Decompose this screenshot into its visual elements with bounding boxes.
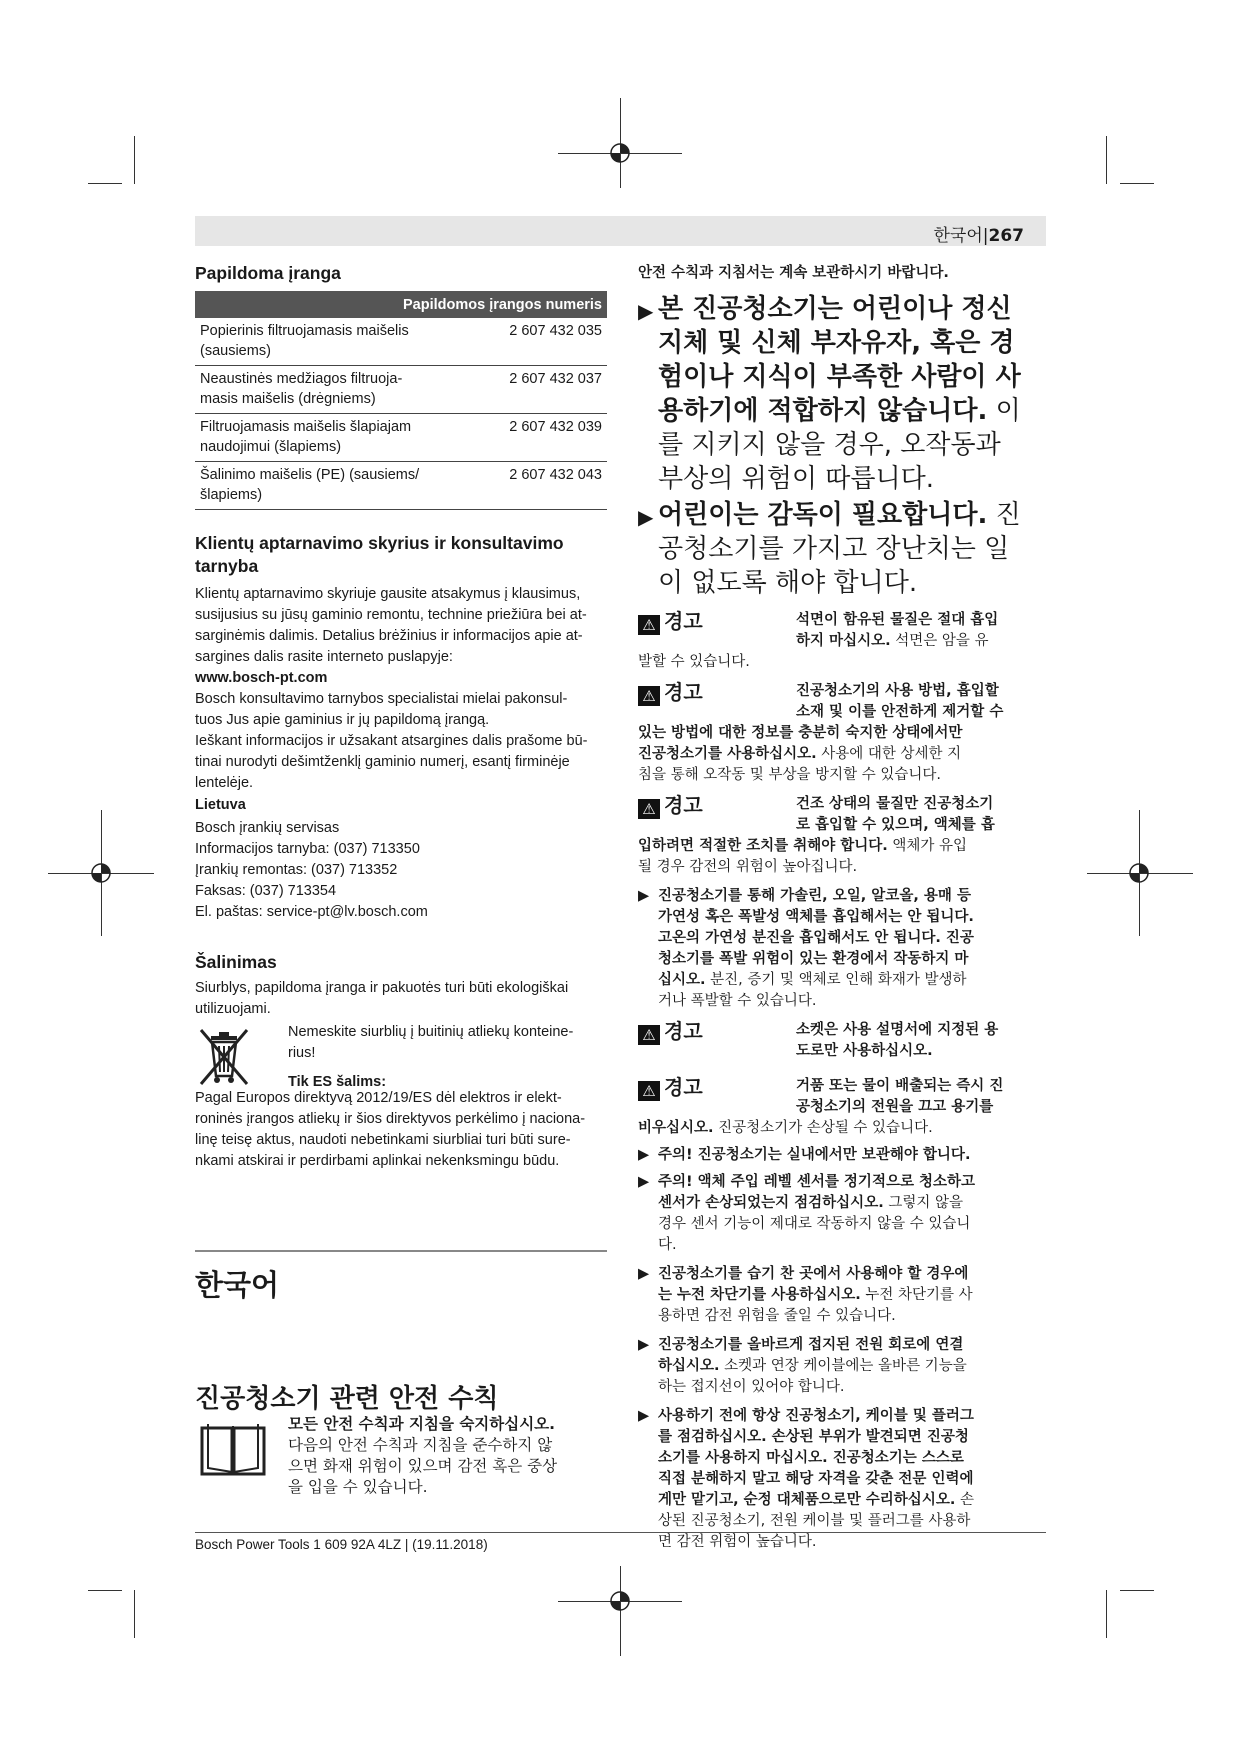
accessories-table bbox=[195, 291, 607, 510]
bullet-arrow-icon: ▶ bbox=[638, 505, 654, 529]
table-row: Filtruojamasis maišelis šlapiajam naudojimui (šlapiems) 2 607 432 039 bbox=[195, 414, 607, 462]
keep-instructions: 안전 수칙과 지침서는 계속 보관하시기 바랍니다. bbox=[638, 265, 949, 281]
crop-mark bbox=[88, 1590, 122, 1591]
warning-triangle-icon: ⚠ bbox=[638, 1081, 660, 1101]
warning-asbestos: ⚠ 경고 석면이 함유된 물질은 절대 흡입 하지 마십시오. 석면은 암을 유 발할 수 있습니다. bbox=[638, 609, 999, 670]
service-title: Klientų aptarnavimo skyrius ir konsultavimo tarnyba bbox=[195, 533, 564, 576]
registration-mark-icon bbox=[89, 861, 113, 885]
bullet-level-sensor: ▶ 주의! 액체 주입 레벨 센서를 정기적으로 청소하고 센서가 손상되었는지 점검하십시오. 그렇지 않을 경우 센서 기능이 제대로 작동하지 않을 수 있습니 다. bbox=[638, 1174, 976, 1253]
warning-dry-materials: ⚠ 경고 건조 상태의 물질만 진공청소기 로 흡입할 수 있으며, 액체를 흡 입하려면 적절한 조치를 취해야 합니다. 액체가 유입 될 경우 감전의 위험이 높아집니다. bbox=[638, 793, 995, 875]
bullet-children-warning: ▶ 본 진공청소기는 어린이나 정신 지체 및 신체 부자유자, 혹은 경 험이나 지식이 부족한 사람이 사 용하기에 적합하지 않습니다. 이 를 지키지 않을 경우, 오작동과 부상의 위험이 따릅니다. bbox=[638, 294, 1021, 494]
table-header: Papildomos įrangos numeris bbox=[195, 291, 607, 318]
registration-mark-icon bbox=[608, 1589, 632, 1613]
bullet-arrow-icon: ▶ bbox=[638, 1174, 650, 1190]
section-divider bbox=[195, 1250, 607, 1252]
crop-mark bbox=[88, 183, 122, 184]
footer-rule bbox=[195, 1532, 1046, 1533]
safety-title: 진공청소기 관련 안전 수칙 bbox=[195, 1384, 499, 1414]
warning-triangle-icon: ⚠ bbox=[638, 686, 660, 706]
right-column bbox=[638, 263, 1046, 1553]
disposal-section: Šalinimas Siurblys, papildoma įranga ir pakuotės turi būti ekologiškai utilizuojami. Nemeskite siurblių į buitinių atliekų konteine- rius! Tik ES šalims: Pagal Europos direktyvą 2012/19/ES dėl elektros ir elekt- roninės įrangos atliekų ir šios direktyvos perkėlimo į naciona- linę teisę aktus, naudoti nebetinkami siurbliai turi būti sure- nkami atskirai ir perdirbami aplinkai nekenksmingu būdu. bbox=[195, 951, 607, 1172]
page-number: 한국어|267 bbox=[933, 226, 1024, 246]
bullet-indoor-storage: ▶ 주의! 진공청소기는 실내에서만 보관해야 합니다. bbox=[638, 1145, 1046, 1166]
bullet-rcd: ▶ 진공청소기를 습기 찬 곳에서 사용해야 할 경우에 는 누전 차단기를 사용하십시오. 누전 차단기를 사 용하면 감전 위험을 줄일 수 있습니다. bbox=[638, 1266, 973, 1324]
crossed-bin-icon bbox=[197, 1026, 251, 1086]
registration-mark-icon bbox=[1127, 861, 1151, 885]
warning-triangle-icon: ⚠ bbox=[638, 615, 660, 635]
crop-mark bbox=[134, 136, 135, 184]
bullet-grounding: ▶ 진공청소기를 올바르게 접지된 전원 회로에 연결 하십시오. 소켓과 연장 케이블에는 올바른 기능을 하는 접지선이 있어야 합니다. bbox=[638, 1337, 967, 1395]
bullet-arrow-icon: ▶ bbox=[638, 888, 650, 904]
crop-mark bbox=[134, 1590, 135, 1638]
accessories-title: Papildoma įranga bbox=[195, 263, 341, 283]
service-section: Klientų aptarnavimo skyrius ir konsultavimo tarnyba Klientų aptarnavimo skyriuje gausite atsakymus į klausimus, susijusius su jūsų gaminio remontu, technine priežiūra bei at- sarginėmis dalimis. Detalius brėžinius ir informacijos apie at- sargines dalis rasite interneto puslapyje: www.bosch-pt.com Bosch konsultavimo tarnybos specialistai mielai pakonsul- tuos Jus apie gaminius ir jų papildomą įrangą. Ieškant informacijos ir užsakant atsargines dalis prašome bū- tinai nurodyti dešimtženklį gaminio numerį, esantį firminėje lentelėje. Lietuva Bosch įrankių servisas Informacijos tarnyba: (037) 713350 Įrankių remontas: (037) 713352 Faksas: (037) 713354 El. paštas: service-pt@lv.bosch.com bbox=[195, 532, 607, 923]
page-header bbox=[195, 216, 1046, 246]
crop-mark bbox=[1120, 1590, 1154, 1591]
warning-usage-info: ⚠ 경고 진공청소기의 사용 방법, 흡입할 소재 및 이를 안전하게 제거할 수 있는 방법에 대한 정보를 충분히 숙지한 상태에서만 진공청소기를 사용하십시오. 사용에 대한 상세한 지 침을 통해 오작동 및 부상을 방지할 수 있습니다. bbox=[638, 680, 1004, 783]
website-link[interactable]: www.bosch-pt.com bbox=[195, 670, 328, 686]
registration-mark-icon bbox=[608, 141, 632, 165]
bullet-supervision: ▶ 어린이는 감독이 필요합니다. 진 공청소기를 가지고 장난치는 일 이 없도록 해야 합니다. bbox=[638, 500, 1021, 598]
left-column bbox=[195, 262, 607, 510]
bullet-arrow-icon: ▶ bbox=[638, 299, 654, 323]
page-footer: Bosch Power Tools 1 609 92A 4LZ | (19.11.2018) bbox=[195, 1537, 488, 1552]
bullet-flammable: ▶ 진공청소기를 통해 가솔린, 오일, 알코올, 용매 등 가연성 혹은 폭발성 액체를 흡입해서는 안 됩니다. 고온의 가연성 분진을 흡입해서도 안 됩니다. 진공 청소기를 폭발 위험이 있는 환경에서 작동하지 마 십시오. 분진, 증기 및 액체로 인해 화재가 발생하 거나 폭발할 수 있습니다. bbox=[638, 888, 974, 1009]
eu-only-label: Tik ES šalims: bbox=[288, 1074, 387, 1090]
country-label: Lietuva bbox=[195, 797, 246, 813]
crop-mark bbox=[1120, 183, 1154, 184]
book-text: 모든 안전 수칙과 지침을 숙지하십시오. 다음의 안전 수칙과 지침을 준수하지 않 으면 화재 위험이 있으며 감전 혹은 중상 을 입을 수 있습니다. bbox=[288, 1415, 558, 1496]
table-row: Neaustinės medžiagos filtruoja- masis maišelis (drėgniems) 2 607 432 037 bbox=[195, 366, 607, 414]
table-row: Šalinimo maišelis (PE) (sausiems/ šlapiems) 2 607 432 043 bbox=[195, 462, 607, 510]
disposal-title: Šalinimas bbox=[195, 952, 277, 972]
warning-foam: ⚠ 경고 거품 또는 물이 배출되는 즉시 진 공청소기의 전원을 끄고 용기를 비우십시오. 진공청소기가 손상될 수 있습니다. bbox=[638, 1075, 1004, 1136]
bullet-inspection: ▶ 사용하기 전에 항상 진공청소기, 케이블 및 플러그 를 점검하십시오. 손상된 부위가 발견되면 진공청 소기를 사용하지 마십시오. 진공청소기는 스스로 직접 분해하지 말고 해당 자격을 갖춘 전문 인력에 게만 맡기고, 순정 대체품으로만 수리하십시오. 손 상된 진공청소기, 전원 케이블 및 플러그를 사용하 면 감전 위험이 높습니다. bbox=[638, 1408, 974, 1550]
bullet-arrow-icon: ▶ bbox=[638, 1266, 650, 1282]
table-row: Popierinis filtruojamasis maišelis (sausiems) 2 607 432 035 bbox=[195, 318, 607, 366]
warning-triangle-icon: ⚠ bbox=[638, 799, 660, 819]
warning-socket: ⚠ 경고 소켓은 사용 설명서에 지정된 용 도로만 사용하십시오. bbox=[638, 1020, 1046, 1062]
bullet-arrow-icon: ▶ bbox=[638, 1147, 650, 1163]
language-title: 한국어 bbox=[195, 1268, 280, 1302]
bullet-arrow-icon: ▶ bbox=[638, 1337, 650, 1353]
book-icon bbox=[198, 1420, 268, 1480]
warning-triangle-icon: ⚠ bbox=[638, 1025, 660, 1045]
crop-mark bbox=[1106, 1590, 1107, 1638]
crop-mark bbox=[1106, 136, 1107, 184]
bullet-arrow-icon: ▶ bbox=[638, 1408, 650, 1424]
